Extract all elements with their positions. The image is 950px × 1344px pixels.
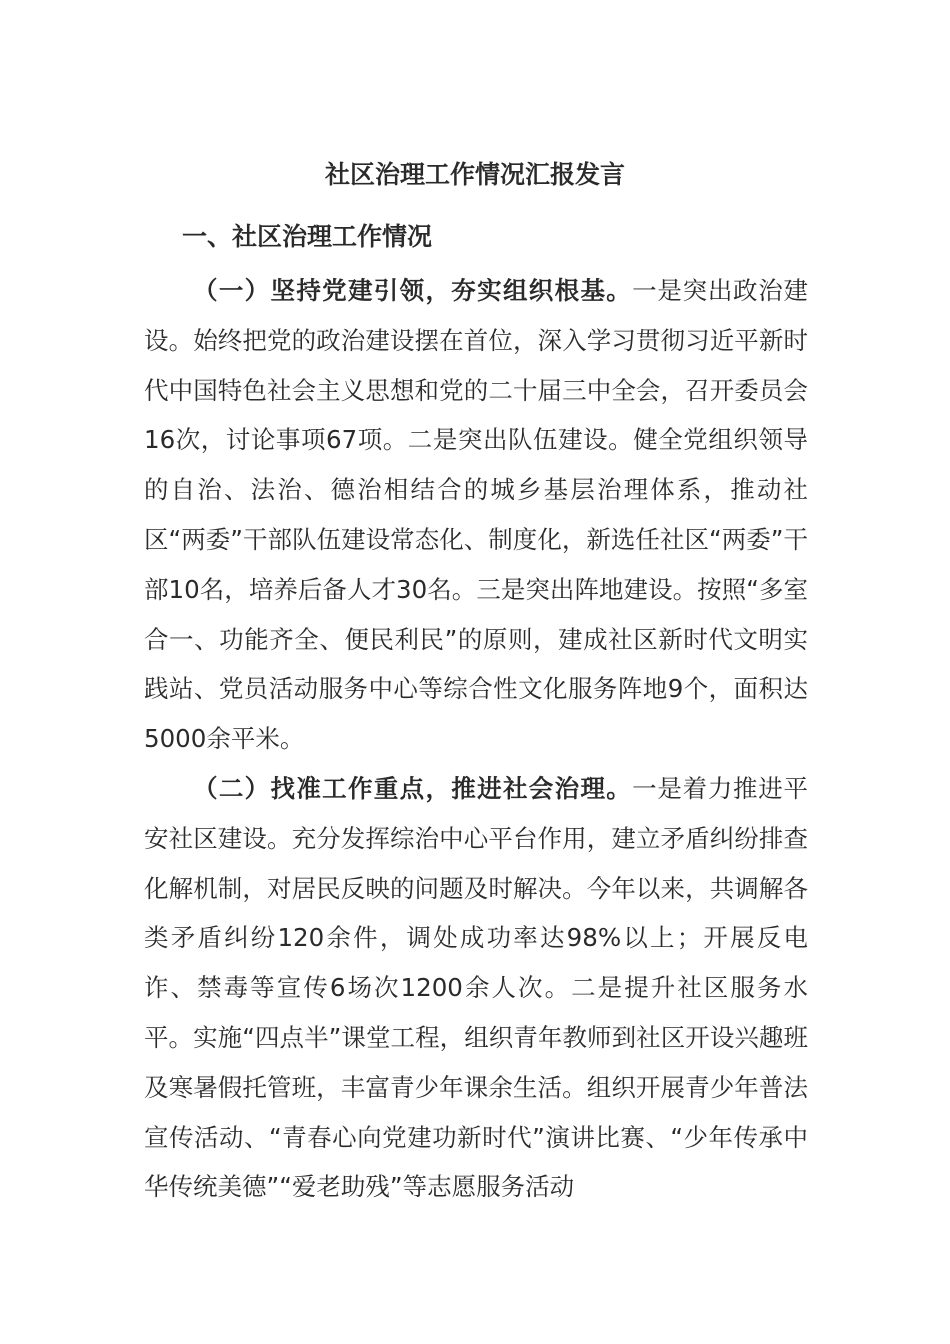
document-body — [144, 266, 808, 1212]
paragraph-lead: （一）坚持党建引领，夯实组织根基。 — [193, 276, 633, 305]
paragraph-party-building — [144, 266, 808, 764]
paragraph-text: 一是着力推进平安社区建设。充分发挥综治中心平台作用，建立矛盾纠纷排查化解机制，对居民反映的问题及时解决。今年以来，共调解各类矛盾纠纷120余件，调处成功率达98%以上；开展反电诈、禁毒等宣传6场次1200余人次。二是提升社区服务水平。实施“四点半”课堂工程，组织青年教师到社区开设兴趣班及寒暑假托管班，丰富青少年课余生活。组织开展青少年普法宣传活动、“青春心向党建功新时代”演讲比赛、“少年传承中华传统美德”“爱老助残”等志愿服务活动 — [144, 773, 809, 1202]
document-title: 社区治理工作情况汇报发言 — [324, 160, 625, 189]
paragraph-lead: （二）找准工作重点，推进社会治理。 — [193, 773, 633, 803]
paragraph-social-governance — [144, 764, 808, 1212]
paragraph-text: 一是突出政治建设。始终把党的政治建设摆在首位，深入学习贯彻习近平新时代中国特色社会主义思想和党的二十届三中全会，召开委员会16次，讨论事项67项。二是突出队伍建设。健全党组织领导的自治、法治、德治相结合的城乡基层治理体系，推动社区“两委”干部队伍建设常态化、制度化，新选任社区“两委”干部10名，培养后备人才30名。三是突出阵地建设。按照“多室合一、功能齐全、便民利民”的原则，建成社区新时代文明实践站、党员活动服务中心等综合性文化服务阵地9个，面积达5000余平米。 — [144, 276, 809, 754]
section-heading: 一、社区治理工作情况 — [182, 222, 433, 251]
